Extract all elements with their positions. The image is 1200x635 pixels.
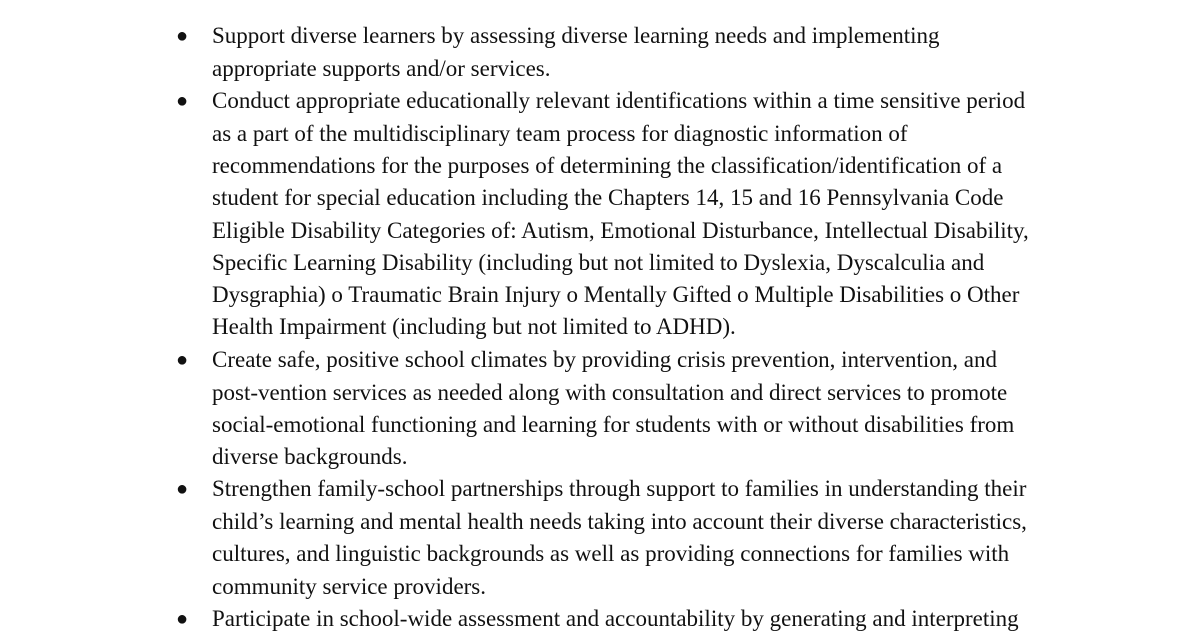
text-line: community service providers.: [212, 574, 487, 599]
text-line: diverse backgrounds.: [212, 444, 408, 469]
text-line: Strengthen family-school partnerships through support to families in understanding their: [212, 476, 1027, 501]
text-line: Participate in school-wide assessment and accountability by generating and interpreting: [212, 606, 1019, 631]
bullet-marker: ●: [176, 608, 189, 630]
text-line: social-emotional functioning and learning for students with or without disabilities from: [212, 412, 1015, 437]
text-line: Eligible Disability Categories of: Autism, Emotional Disturbance, Intellectual Disability,: [212, 218, 1029, 243]
text-line: Support diverse learners by assessing diverse learning needs and implementing: [212, 23, 940, 48]
text-line: recommendations for the purposes of determining the classification/identification of a: [212, 153, 1003, 178]
text-line: Create safe, positive school climates by providing crisis prevention, intervention, and: [212, 347, 997, 372]
text-line: Health Impairment (including but not limited to ADHD).: [212, 314, 736, 339]
text-line: Specific Learning Disability (including but not limited to Dyslexia, Dyscalculia and: [212, 250, 985, 275]
text-line: cultures, and linguistic backgrounds as well as providing connections for families with: [212, 541, 1010, 566]
text-line: Conduct appropriate educationally relevant identifications within a time sensitive period: [212, 88, 1026, 113]
text-line: Dysgraphia) o Traumatic Brain Injury o Mentally Gifted o Multiple Disabilities o Other: [212, 282, 1020, 307]
text-line: post-vention services as needed along with consultation and direct services to promote: [212, 380, 1008, 405]
bullet-marker: ●: [176, 90, 189, 112]
bullet-marker: ●: [176, 478, 189, 500]
text-line: as a part of the multidisciplinary team process for diagnostic information of: [212, 121, 908, 146]
text-line: appropriate supports and/or services.: [212, 56, 551, 81]
bullet-marker: ●: [176, 349, 189, 371]
text-line: child’s learning and mental health needs taking into account their diverse characteristics,: [212, 509, 1027, 534]
bullet-marker: ●: [176, 25, 189, 47]
text-line: student for special education including the Chapters 14, 15 and 16 Pennsylvania Code: [212, 185, 1004, 210]
